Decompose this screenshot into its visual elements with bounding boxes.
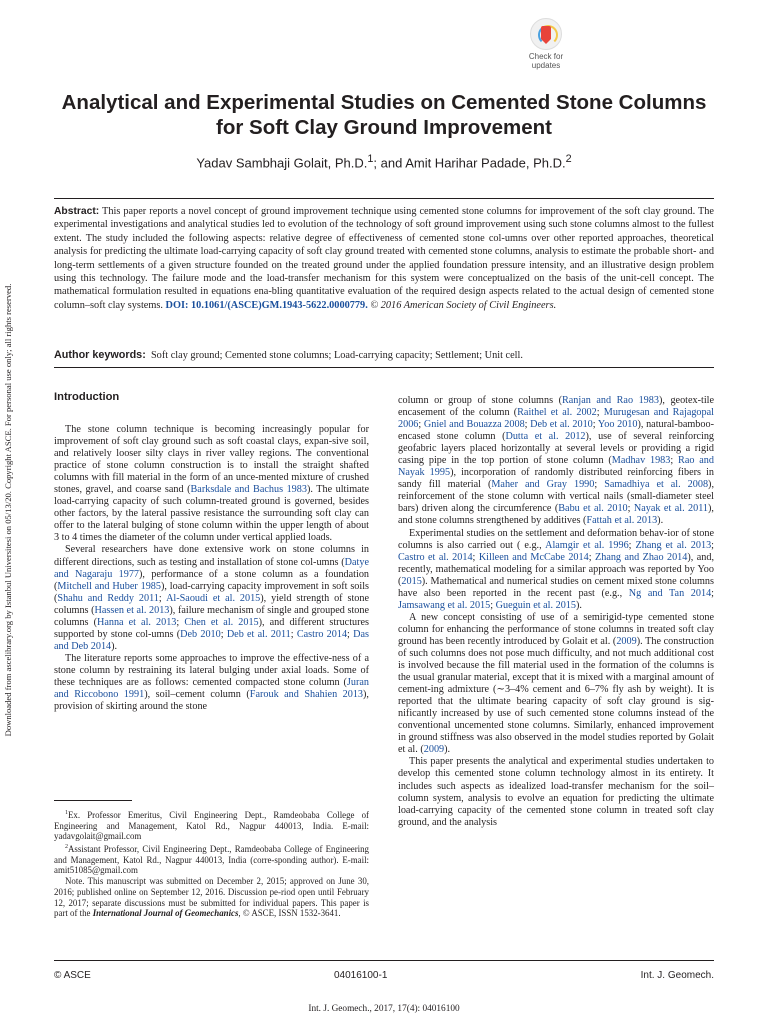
citation-link[interactable]: Datye and Nagaraju 1977 <box>54 556 369 580</box>
abstract-label: Abstract: <box>54 206 100 217</box>
citation-link[interactable]: 2009 <box>616 635 637 647</box>
intro-paragraph-2: Several researchers have done extensive work on stone columns in different directions, such as testing and installation of stone col-umns (Datye and Nagaraju 1977), performance of a stone column as a foundation (Mitchell and Huber 1985), load-carrying capacity improvement in soft soils (Shahu and Reddy 2011; Al-Saoudi et al. 2015), yield strength of stone columns (Hassen et al. 2013), failure mechanism of single and grouped stone columns (Hanna et al. 2013; Chen et al. 2015), and different structures supported by stone col-umns (Deb 2010; Deb et al. 2011; Castro 2014; Das and Deb 2014). <box>54 544 370 652</box>
citation-link[interactable]: Alamgir et al. 1996 <box>545 539 629 551</box>
keywords-label: Author keywords: <box>54 349 146 361</box>
citation-link[interactable]: Deb 2010 <box>180 628 221 640</box>
crossmark-icon <box>530 18 562 50</box>
citation-link[interactable]: Zhang and Zhao 2014 <box>595 551 688 563</box>
badge-line-2: updates <box>531 61 561 70</box>
right-paragraph-4: This paper presents the analytical and experimental studies undertaken to develop this cemented stone column technology almost in its entirety. It includes such aspects as idealized load-transfer mechanism for the soil–column system, analysis to evolve an equation for predicting the ultimate load-carrying capacity of the cemented stone column in treated soft clay ground, and the analysis <box>398 756 714 828</box>
abstract <box>54 205 714 312</box>
right-paragraph-1: column or group of stone columns (Ranjan and Rao 1983), geotex-tile encasement of the column (Raithel et al. 2002; Murugesan and Rajagopal 2006; Gniel and Bouazza 2008; Deb et al. 2010; Yoo 2010), natural-bamboo-encased stone column (Dutta et al. 2012), use of several reinforcing geofabric layers placed horizontally at several levels or providing a rigid casing pipe in the top portion of stone column (Madhav 1983; Rao and Nayak 1995), incorporation of randomly distributed reinforcing fibers in sandy fill material (Maher and Gray 1990; Samadhiya et al. 2008), reinforcement of the stone column with vertical nails (small-diameter steel bars) driven along the circumference (Babu et al. 2010; Nayak et al. 2011), and stone columns strengthened by additives (Fattah et al. 2013). <box>398 395 715 527</box>
citation-link[interactable]: Babu et al. 2010 <box>558 503 628 515</box>
citation-link[interactable]: Juran and Riccobono 1991 <box>54 676 369 701</box>
citation-link[interactable]: Castro et al. 2014 <box>398 551 473 563</box>
left-column <box>54 390 369 713</box>
citation-link[interactable]: Dutta et al. 2012 <box>505 431 586 443</box>
author-1-mark: 1 <box>367 153 374 165</box>
citation-link[interactable]: Chen et al. 2015 <box>184 616 259 628</box>
download-notice-sidebar: Downloaded from ascelibrary.org by Istanbul Universitesi on 05/13/20. Copyright ASCE. For personal use only; all rights reserved. <box>3 283 13 737</box>
right-paragraph-2: Experimental studies on the settlement and deformation behav-ior of stone columns is also carried out ( e.g., Alamgir et al. 1996; Zhang et al. 2013; Castro et al. 2014; Killeen and McCabe 2014; Zhang and Zhao 2014), and, recently, mathematical modeling for a similar approach was reported by Yoo (2015). Mathematical and numerical studies on cement mixed stone columns have also been reported in the recent past (e.g., Ng and Tan 2014; Jamsawang et al. 2015; Gueguin et al. 2015). <box>398 527 715 611</box>
paper-title: Analytical and Experimental Studies on Cemented Stone Columns for Soft Clay Ground Improvement <box>61 91 707 139</box>
citation-link[interactable]: Deb et al. 2010 <box>530 419 593 431</box>
doi-link[interactable]: 10.1061/(ASCE)GM.1943-5622.0000779. <box>191 299 368 311</box>
citation-link[interactable]: Ng and Tan 2014 <box>628 587 712 599</box>
citation-link[interactable]: Mitchell and Huber 1985 <box>57 580 161 592</box>
citation-link[interactable]: 2015 <box>401 575 422 587</box>
citation-link[interactable]: Shahu and Reddy 2011 <box>57 592 159 604</box>
author-2-mark: 2 <box>565 153 572 165</box>
citation-link[interactable]: Ranjan and Rao 1983 <box>561 395 659 406</box>
citation-link[interactable]: Madhav 1983 <box>611 455 671 467</box>
citation-link[interactable]: Zhang et al. 2013 <box>635 539 712 551</box>
section-heading-introduction: Introduction <box>54 391 120 403</box>
citation-link[interactable]: Nayak et al. 2011 <box>633 503 709 515</box>
citation-link[interactable]: Deb et al. 2011 <box>226 628 291 640</box>
copyright: © 2016 American Society of Civil Engineers. <box>370 299 557 311</box>
manuscript-note: Note. This manuscript was submitted on December 2, 2015; approved on June 30, 2016; published online on September 12, 2016. Discussion pe-riod open until February 12, 2017; separate discussions must be submitted for individual papers. This paper is part of the International Journal of Geomechanics, © ASCE, ISSN 1532-3641. <box>54 876 369 919</box>
intro-paragraph-3: The literature reports some approaches to improve the effective-ness of a stone column by restraining its lateral bulging under axial loads. Some of these techniques are as follows: cemented compacted stone column (Juran and Riccobono 1991), soil–cement column (Farouk and Shahien 2013), provision of skirting around the stone <box>54 652 369 713</box>
citation-link[interactable]: Murugesan and Rajagopal 2006 <box>398 407 714 431</box>
citation-link[interactable]: Raithel et al. 2002 <box>517 407 597 419</box>
keywords-text: Soft clay ground; Cemented stone columns; Load-carrying capacity; Settlement; Unit cell. <box>150 350 523 361</box>
abstract-body: This paper reports a novel concept of ground improvement technique using cemented stone columns for improvement of the soft clay ground. The experimental investigations and analytical studies led to evolution of the technology of soft ground improvement using such stone columns almost to the fullest extent. The study included the following aspects: relative degree of effectiveness of cemented stone col-umns over other reported approaches, theoretical analysis for predicting the ultimate load-carrying capacity of soft clay ground treated with cemented stone columns, analysis to estimate the probable short- and long-term settlements of a given structure founded on the treated ground under the applied foundation pressure intensity, and an illustrative design problem using this technology. The failure mode and the load-transfer mechanism for this system were conceptualized on the basis of the unit-cell concept. The mathematical formulation resulted in equations ena-bling quantitative evaluation of the required design aspects related to the actual design of cemented stone column–soft clay systems. <box>54 206 714 311</box>
citation-link[interactable]: Hassen et al. 2013 <box>94 604 170 616</box>
right-paragraph-3: A new concept consisting of use of a semirigid-type cemented stone column for enhancing the performance of stone columns in treated soft clay ground has been recently introduced by Golait et al. (2009). The construction of such columns does not pose much difficulty, and not much additional cost is involved because the fill material used in the formation of the columns is the usual granular material, except that it is mixed with a marginal amount of cement-ing admixture (∼3–4% cement and 6–7% fly ash by weight). It is reported that the ultimate bearing capacity of soft clay ground is sig-nificantly increased by use of such cemented stone columns instead of the conventional uncemented stone columns. Similarly, enhanced improvement in ground stiffness was also observed in the model studies reported by Golait et al. (2009). <box>398 611 714 756</box>
badge-line-1: Check for <box>528 52 564 61</box>
citation-link[interactable]: Castro 2014 <box>296 628 348 640</box>
citation-link[interactable]: Hanna et al. 2013 <box>96 616 177 628</box>
footnote-rule <box>54 800 132 801</box>
right-column <box>398 395 714 829</box>
footnote-1: $^1$Ex. Professor Emeritus, Civil Engineering Dept., Ramdeobaba College of Engineering and Management, Katol Rd., Nagpur 440013, India. E-mail: yadavgolait@gmail.com <box>54 809 369 842</box>
footer-journal: Int. J. Geomech. <box>640 970 714 981</box>
author-keywords <box>54 349 714 362</box>
top-rule <box>54 198 714 199</box>
citation-link[interactable]: Jamsawang et al. 2015 <box>398 599 491 611</box>
footer-rule <box>54 960 714 961</box>
footnote-2: $^2$Assistant Professor, Civil Engineering Dept., Ramdeobaba College of Engineering and Management, Katol Rd., Nagpur 440013, India (corre-sponding author). E-mail: amit51085@gmail.com <box>54 844 369 876</box>
keywords-rule <box>54 367 714 368</box>
citation-link[interactable]: 2009 <box>423 744 445 756</box>
citation-link[interactable]: Das and Deb 2014 <box>54 628 369 652</box>
citation-link[interactable]: Farouk and Shahien 2013 <box>249 689 364 701</box>
citation-link[interactable]: Barksdale and Bachus 1983 <box>190 484 307 496</box>
author-line <box>60 153 708 170</box>
doi-label: DOI: <box>165 299 189 311</box>
check-for-updates-badge[interactable] <box>520 16 572 76</box>
citation-link[interactable]: Killeen and McCabe 2014 <box>478 551 589 563</box>
citation-link[interactable]: Gniel and Bouazza 2008 <box>423 419 525 431</box>
citation-link[interactable]: Maher and Gray 1990 <box>491 479 595 491</box>
journal-name: International Journal of Geomechanics <box>92 908 239 919</box>
footer-page-id: 04016100-1 <box>334 970 388 981</box>
citation-link[interactable]: Rao and Nayak 1995 <box>398 455 714 479</box>
citation-link[interactable]: Samadhiya et al. 2008 <box>604 479 709 491</box>
footnotes <box>54 808 369 919</box>
intro-paragraph-1: The stone column technique is becoming increasingly popular for improvement of soft clay ground such as soft coastal clays, expan-sive soil, and relatively looser silty clays in river valley regions. The conventional practice of stone column construction is to install the straight shafted columns with fill material in the form of an unce-mented mixture of crushed stones, gravel, and coarse sand (Barksdale and Bachus 1983). The ultimate load-carrying capacity of such column-treated ground is governed, besides other factors, by the lateral passive resistance the surrounding soft clay can offer to the lateral bulging of stone column within the upper length of about 3 to 4 times the diameter of the column under vertical applied loads. <box>54 424 370 544</box>
citation-link[interactable]: Gueguin et al. 2015 <box>495 599 576 611</box>
citation-link[interactable]: Al-Saoudi et al. 2015 <box>166 592 261 604</box>
citation-line: Int. J. Geomech., 2017, 17(4): 04016100 <box>308 1004 460 1014</box>
author-separator: ; and Amit Harihar Padade, Ph.D. <box>373 155 566 171</box>
author-1: Yadav Sambhaji Golait, Ph.D. <box>196 155 368 171</box>
citation-link[interactable]: Yoo 2010 <box>597 419 638 431</box>
citation-link[interactable]: Fattah et al. 2013 <box>586 515 658 527</box>
footer-publisher: © ASCE <box>54 970 91 981</box>
